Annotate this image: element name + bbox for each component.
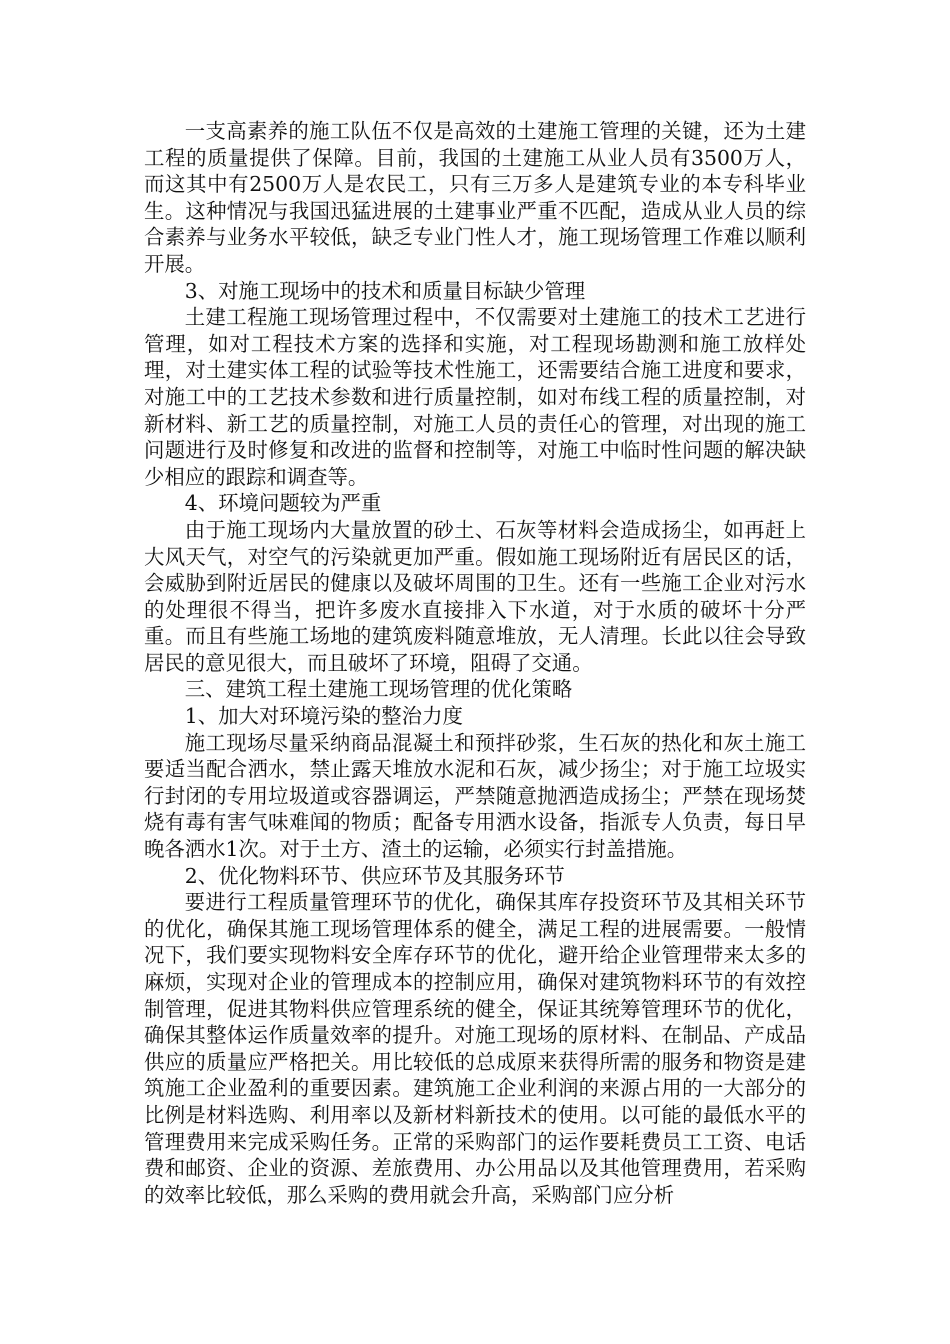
body-paragraph: 要进行工程质量管理环节的优化，确保其库存投资环节及其相关环节的优化，确保其施工现场管理体系的健全，满足工程的进展需要。一般情况下，我们要实现物料安全库存环节的优化，避开给企业管理带来太多的麻烦，实现对企业的管理成本的控制应用，确保对建筑物料环节的有效控制管理，促进其物料供应管理系统的健全，保证其统筹管理环节的优化，确保其整体运作质量效率的提升。对施工现场的原材料、在制品、产成品供应的质量应严格把关。用比较低的总成原来获得所需的服务和物资是建筑施工企业盈利的重要因素。建筑施工企业利润的来源占用的一大部分的比例是材料选购、利用率以及新材料新技术的使用。以可能的最低水平的管理费用来完成采购任务。正常的采购部门的运作要耗费员工工资、电话费和邮资、企业的资源、差旅费用、办公用品以及其他管理费用，若采购的效率比较低，那么采购的费用就会升高，采购部门应分析 [144,890,806,1207]
section-heading: 2、优化物料环节、供应环节及其服务环节 [184,863,565,888]
section-heading: 3、对施工现场中的技术和质量目标缺少管理 [184,278,586,303]
section-heading: 1、加大对环境污染的整治力度 [184,704,463,729]
body-paragraph: 由于施工现场内大量放置的砂土、石灰等材料会造成扬尘，如再赶上大风天气，对空气的污染就更加严重。假如施工现场附近有居民区的话，会威胁到附近居民的健康以及破坏周围的卫生。还有一些施工企业对污水的处理很不得当，把许多废水直接排入下水道，对于水质的破坏十分严重。而且有些施工场地的建筑废料随意堆放，无人清理。长此以往会导致居民的意见很大，而且破坏了环境，阻碍了交通。 [144,517,806,675]
body-paragraph: 土建工程施工现场管理过程中，不仅需要对土建施工的技术工艺进行管理，如对工程技术方案的选择和实施，对工程现场勘测和施工放样处理，对土建实体工程的试验等技术性施工，还需要结合施工进度和要求，对施工中的工艺技术参数和进行质量控制，如对布线工程的质量控制，对新材料、新工艺的质量控制，对施工人员的责任心的管理，对出现的施工问题进行及时修复和改进的监督和控制等，对施工中临时性问题的解决缺少相应的跟踪和调查等。 [144,305,806,489]
section-heading: 4、环境问题较为严重 [184,491,382,516]
document-page [144,118,806,1208]
body-paragraph: 一支高素养的施工队伍不仅是高效的土建施工管理的关键，还为土建工程的质量提供了保障。目前，我国的土建施工从业人员有3500万人，而这其中有2500万人是农民工，只有三万多人是建筑专业的本专科毕业生。这种情况与我国迅猛进展的土建事业严重不匹配，造成从业人员的综合素养与业务水平较低，缺乏专业门性人才，施工现场管理工作难以顺利开展。 [144,119,806,276]
chapter-heading: 三、建筑工程土建施工现场管理的优化策略 [184,677,573,702]
body-paragraph: 施工现场尽量采纳商品混凝土和预拌砂浆，生石灰的热化和灰土施工要适当配合洒水，禁止露天堆放水泥和石灰，减少扬尘；对于施工垃圾实行封闭的专用垃圾道或容器调运，严禁随意抛洒造成扬尘；严禁在现场焚烧有毒有害气味难闻的物质；配备专用洒水设备，指派专人负责，每日早晚各洒水1次。对于土方、渣土的运输，必须实行封盖措施。 [144,730,806,862]
